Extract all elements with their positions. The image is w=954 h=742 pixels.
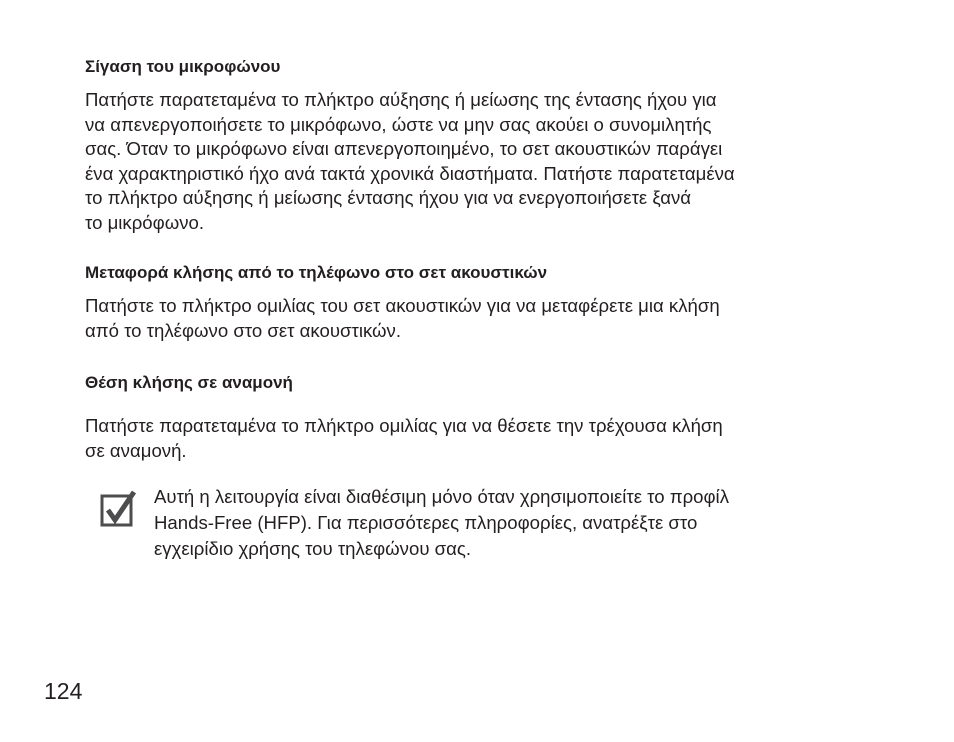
body-line: να απενεργοποιήσετε το μικρόφωνο, ώστε να μην σας ακούει ο συνομιλητής [85, 113, 712, 135]
section-heading-mute-microphone: Σίγαση του μικροφώνου [85, 57, 281, 76]
note-line: εγχειρίδιο χρήσης του τηλεφώνου σας. [154, 538, 472, 559]
note-line: Hands-Free (HFP). Για περισσότερες πληροφορίες, ανατρέξτε στο [154, 512, 698, 533]
body-line: Πατήστε το πλήκτρο ομιλίας του σετ ακουστικών για να μεταφέρετε μια κλήση [85, 295, 720, 316]
section-heading-hold-call: Θέση κλήσης σε αναμονή [85, 373, 293, 392]
body-line: Πατήστε παρατεταμένα το πλήκτρο ομιλίας για να θέσετε την τρέχουσα κλήση [85, 415, 723, 436]
body-line: από το τηλέφωνο στο σετ ακουστικών. [85, 319, 401, 341]
body-line: το μικρόφωνο. [85, 211, 205, 233]
section-body-mute-microphone [85, 88, 735, 236]
section-body-transfer-call [85, 294, 720, 343]
section-heading-transfer-call: Μεταφορά κλήσης από το τηλέφωνο στο σετ ακουστικών [85, 263, 548, 282]
body-line: Πατήστε παρατεταμένα το πλήκτρο αύξησης ή μείωσης της έντασης ήχου για [85, 89, 717, 110]
note-text [154, 484, 729, 562]
checkbox-check-icon [100, 490, 138, 528]
section-body-hold-call [85, 414, 723, 463]
page-number: 124 [44, 678, 83, 704]
body-line: το πλήκτρο αύξησης ή μείωσης έντασης ήχου για να ενεργοποιήσετε ξανά [85, 187, 691, 209]
body-line: σας. Όταν το μικρόφωνο είναι απενεργοποιημένο, το σετ ακουστικών παράγει [85, 138, 723, 160]
body-line: σε αναμονή. [85, 439, 187, 461]
note-line: Αυτή η λειτουργία είναι διαθέσιμη μόνο όταν χρησιμοποιείτε το προφίλ [154, 486, 729, 507]
body-line: ένα χαρακτηριστικό ήχο ανά τακτά χρονικά διαστήματα. Πατήστε παρατεταμένα [85, 162, 735, 184]
